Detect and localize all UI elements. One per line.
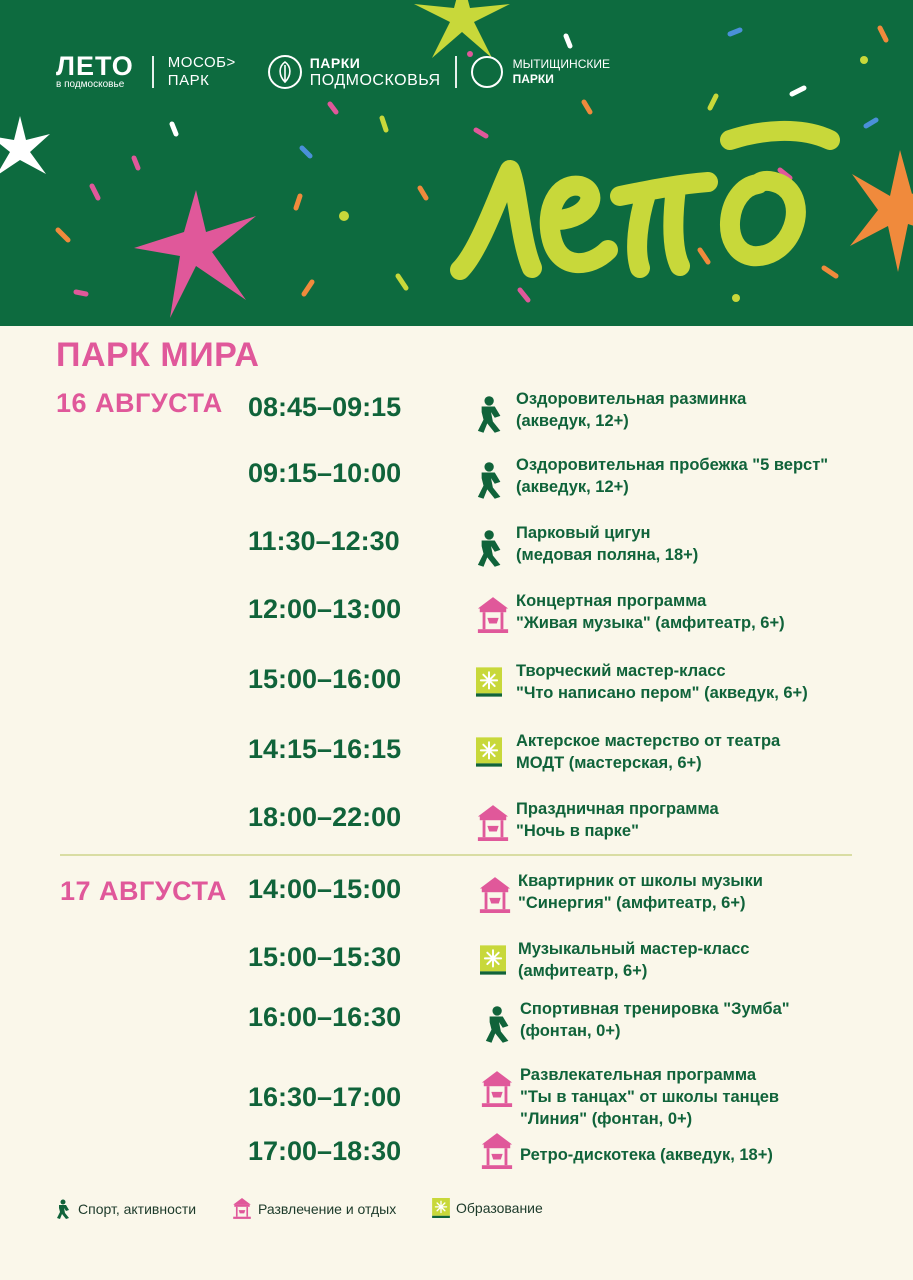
event-description-line: Творческий мастер-класс — [516, 662, 726, 680]
event-description-line: "Что написано пером" (акведук, 6+) — [516, 684, 808, 702]
event-description-line: Развлекательная программа — [520, 1066, 757, 1084]
script-title — [440, 100, 850, 294]
carousel-icon — [476, 804, 508, 844]
event-description-line: "Синергия" (амфитеатр, 6+) — [518, 894, 746, 912]
date-label: 16 АВГУСТА — [56, 388, 223, 418]
event-description-line: "Живая музыка" (амфитеатр, 6+) — [516, 614, 785, 632]
event-description — [516, 454, 828, 498]
logo-parki-line1: ПАРКИ — [309, 55, 361, 71]
event-time: 16:00–16:30 — [248, 1002, 402, 1032]
carousel-icon — [480, 1070, 512, 1110]
event-time: 14:00–15:00 — [248, 874, 402, 904]
carousel-icon — [478, 876, 510, 916]
leaf-icon — [268, 55, 302, 89]
sport-icon — [484, 1004, 516, 1044]
event-description-line: "Линия" (фонтан, 0+) — [520, 1110, 693, 1128]
event-description-line: (амфитеатр, 6+) — [518, 962, 648, 980]
event-description-line: Праздничная программа — [516, 800, 719, 818]
sport-icon — [476, 528, 508, 568]
event-time: 11:30–12:30 — [248, 526, 400, 556]
event-time: 18:00–22:00 — [248, 802, 402, 832]
logo-mosob-line2: ПАРК — [167, 72, 210, 89]
logo-parki-line2: ПОДМОСКОВЬЯ — [309, 72, 441, 89]
logo-divider — [152, 56, 154, 88]
event-description — [516, 388, 746, 432]
event-description-line: Оздоровительная разминка — [516, 390, 747, 408]
book-icon — [432, 1198, 450, 1218]
logo-mosob-line1: МОСОБ> — [167, 54, 236, 71]
legend-fun-label: Развлечение и отдых — [258, 1201, 397, 1217]
event-description-line: "Ты в танцах" от школы танцев — [520, 1088, 780, 1106]
event-description-line: Квартирник от школы музыки — [518, 872, 763, 890]
park-title: ПАРК МИРА — [56, 336, 260, 374]
event-time: 17:00–18:30 — [248, 1136, 402, 1166]
sport-icon — [476, 394, 508, 434]
event-description-line: Музыкальный мастер-класс — [518, 940, 750, 958]
event-description-line: "Ночь в парке" — [516, 822, 639, 840]
event-description-line: Оздоровительная пробежка "5 верст" — [516, 456, 829, 474]
event-description-line: Актерское мастерство от театра — [516, 732, 781, 750]
event-description — [520, 1144, 773, 1166]
book-icon — [480, 944, 512, 984]
logo-myt-line2: ПАРКИ — [512, 72, 554, 86]
event-time: 08:45–09:15 — [248, 392, 402, 422]
event-description-line: (фонтан, 0+) — [520, 1022, 621, 1040]
carousel-icon — [232, 1198, 252, 1220]
book-icon — [476, 736, 508, 776]
event-description-line: Спортивная тренировка "Зумба" — [520, 1000, 790, 1018]
legend-edu — [432, 1198, 543, 1218]
book-icon — [476, 666, 508, 706]
event-time: 12:00–13:00 — [248, 594, 402, 624]
event-description — [520, 1064, 779, 1130]
event-description — [516, 730, 780, 774]
tree-icon — [471, 56, 503, 88]
event-description — [520, 998, 790, 1042]
legend-fun — [232, 1198, 396, 1220]
event-time: 16:30–17:00 — [248, 1082, 402, 1112]
event-time: 15:00–15:30 — [248, 942, 402, 972]
legend-sport-label: Спорт, активности — [78, 1201, 197, 1217]
header-banner — [0, 0, 913, 326]
event-description-line: (акведук, 12+) — [516, 412, 629, 430]
event-time: 09:15–10:00 — [248, 458, 402, 488]
event-description-line: Концертная программа — [516, 592, 707, 610]
event-description-line: (акведук, 12+) — [516, 478, 629, 496]
logo-myt-line1: МЫТИЩИНСКИЕ — [512, 57, 610, 71]
date-label: 17 АВГУСТА — [60, 876, 227, 906]
logo-parki-podmoskovya — [268, 54, 441, 90]
event-description-line: Парковый цигун — [516, 524, 651, 542]
sport-icon — [476, 460, 508, 500]
carousel-icon — [480, 1132, 512, 1172]
legend-sport — [56, 1198, 196, 1220]
event-description-line: МОДТ (мастерская, 6+) — [516, 754, 702, 772]
script-title-lettering — [440, 100, 850, 290]
event-description-line: (медовая поляна, 18+) — [516, 546, 699, 564]
event-time: 14:15–16:15 — [248, 734, 402, 764]
event-description — [516, 590, 785, 634]
event-description — [518, 870, 763, 914]
partner-logos — [56, 52, 610, 92]
logo-divider — [455, 56, 457, 88]
logo-mosobpark — [168, 54, 236, 90]
logo-leto-subtext: в подмосковье — [56, 79, 125, 90]
event-description — [516, 798, 719, 842]
legend-edu-label: Образование — [456, 1200, 543, 1216]
sport-icon — [56, 1198, 72, 1220]
event-time: 15:00–16:00 — [248, 664, 402, 694]
day-divider — [60, 854, 852, 856]
logo-mytishchi-parks — [471, 56, 610, 88]
event-description — [516, 660, 808, 704]
logo-leto — [56, 53, 134, 91]
carousel-icon — [476, 596, 508, 636]
event-description-line: Ретро-дискотека (акведук, 18+) — [520, 1146, 773, 1164]
event-description — [516, 522, 698, 566]
logo-leto-text: ЛЕТО — [56, 51, 134, 81]
event-description — [518, 938, 749, 982]
